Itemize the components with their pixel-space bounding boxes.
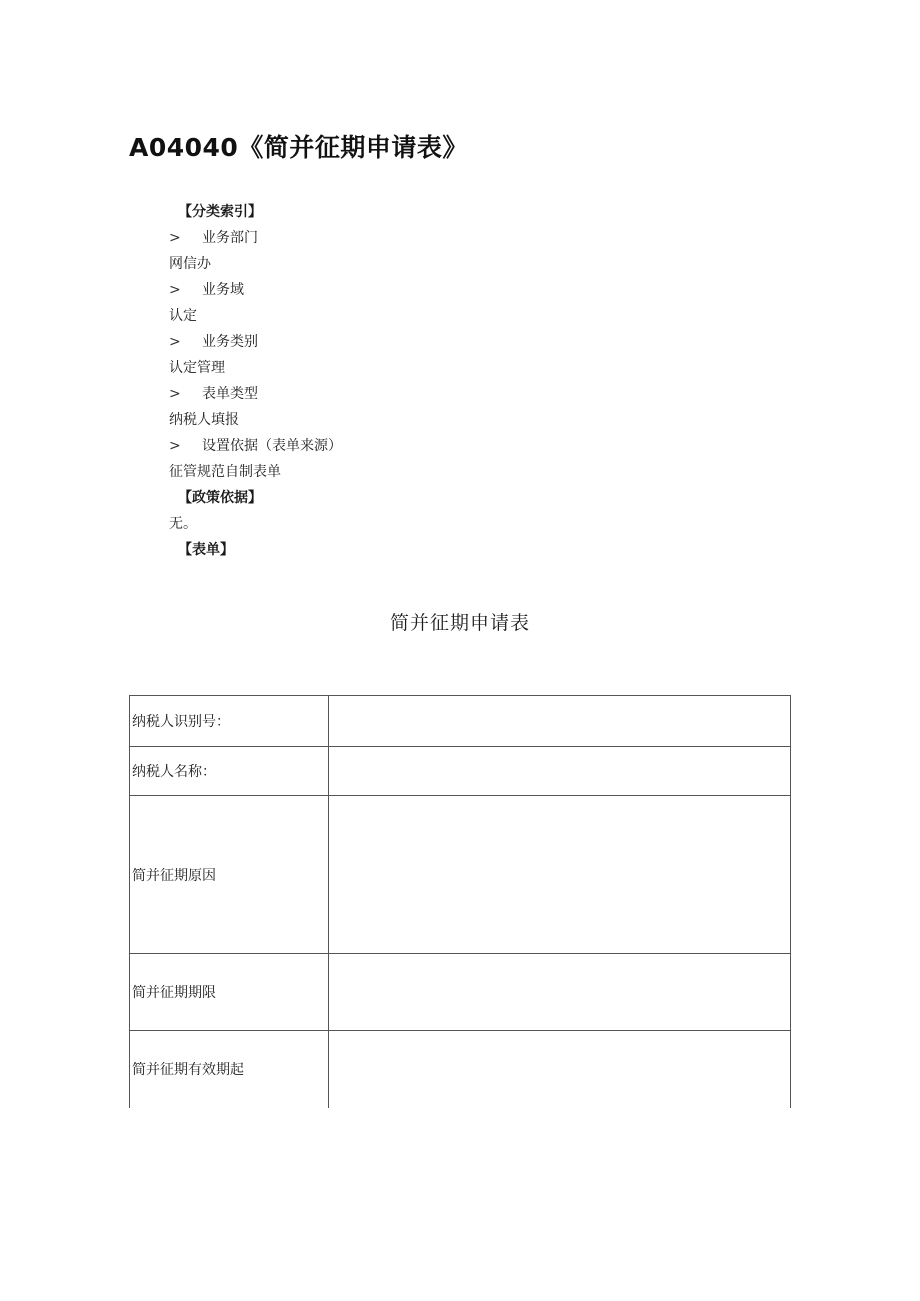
policy-heading: 【政策依据】 xyxy=(178,490,262,506)
classification-value: 网信办 xyxy=(169,256,211,272)
chevron-right-icon: > xyxy=(169,334,181,350)
chevron-right-icon: > xyxy=(169,386,181,402)
form-row xyxy=(130,954,791,1031)
form-row-label: 纳税人识别号： xyxy=(130,696,329,747)
classification-value: 纳税人填报 xyxy=(169,412,239,428)
document-title: A04040《简并征期申请表》 xyxy=(129,133,468,162)
form-row-label: 简并征期原因 xyxy=(130,796,329,954)
classification-item xyxy=(169,277,809,303)
classification-item xyxy=(169,225,809,251)
classification-item xyxy=(169,433,809,459)
policy-text: 无。 xyxy=(169,516,197,532)
form-title: 简并征期申请表 xyxy=(389,612,530,634)
classification-value: 认定 xyxy=(169,308,197,324)
form-row xyxy=(130,796,791,954)
chevron-right-icon: > xyxy=(169,282,181,298)
classification-label: 业务类别 xyxy=(202,334,258,350)
classification-heading: 【分类索引】 xyxy=(178,204,262,220)
reason-field[interactable] xyxy=(329,796,791,954)
taxpayer-id-field[interactable] xyxy=(329,696,791,747)
application-form-table xyxy=(129,695,791,1108)
period-field[interactable] xyxy=(329,954,791,1031)
classification-label: 表单类型 xyxy=(202,386,258,402)
chevron-right-icon: > xyxy=(169,230,181,246)
valid-from-field[interactable] xyxy=(329,1031,791,1108)
form-section-heading: 【表单】 xyxy=(178,542,234,558)
taxpayer-name-field[interactable] xyxy=(329,747,791,796)
classification-label: 业务部门 xyxy=(202,230,258,246)
classification-label: 设置依据（表单来源） xyxy=(202,438,342,454)
form-row-label: 简并征期有效期起 xyxy=(130,1031,329,1108)
form-row xyxy=(130,1031,791,1108)
classification-label: 业务域 xyxy=(202,282,244,298)
form-row-label: 纳税人名称： xyxy=(130,747,329,796)
classification-item xyxy=(169,381,809,407)
form-row-label: 简并征期期限 xyxy=(130,954,329,1031)
form-row xyxy=(130,696,791,747)
classification-value: 认定管理 xyxy=(169,360,225,376)
form-row xyxy=(130,747,791,796)
classification-value: 征管规范自制表单 xyxy=(169,464,281,480)
document-body xyxy=(169,199,809,563)
classification-item xyxy=(169,329,809,355)
chevron-right-icon: > xyxy=(169,438,181,454)
